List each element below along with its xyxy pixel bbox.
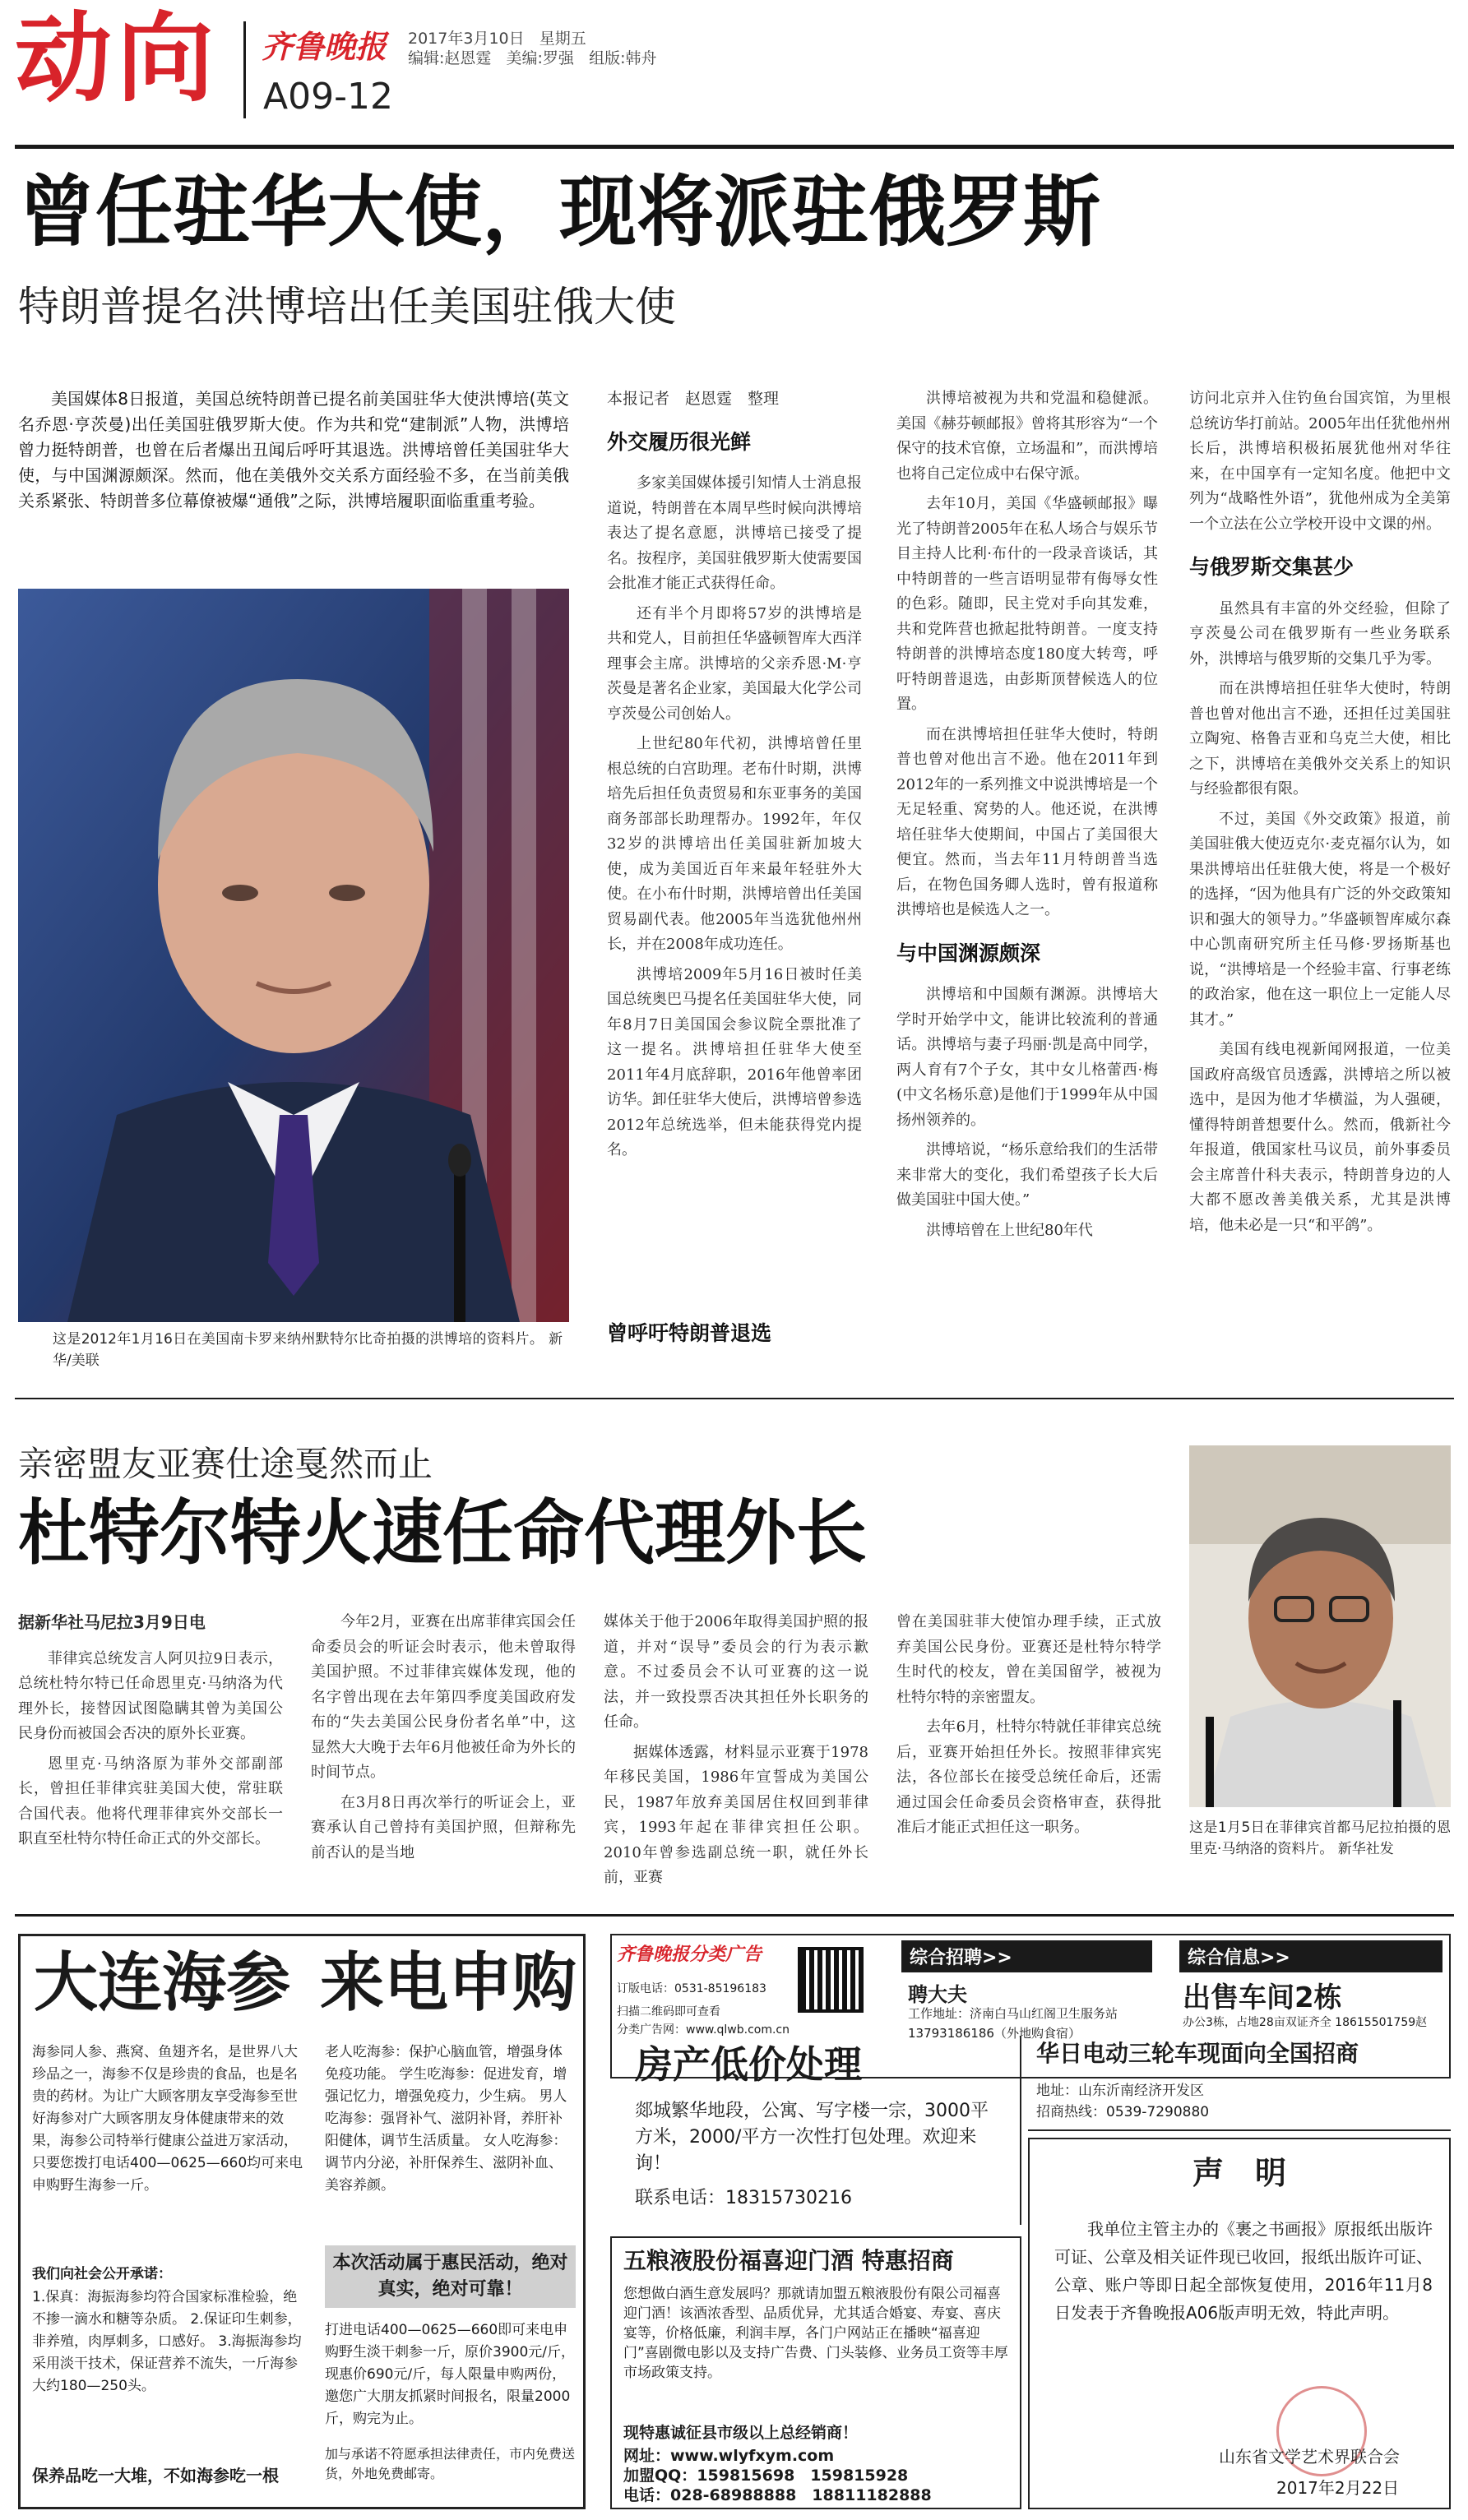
wine-ad [610, 2236, 1021, 2509]
haishen-ad-footer2: 加与承诺不符愿承担法律责任，市内免费送货，外地免费邮寄。 [325, 2446, 576, 2481]
ads-divider [15, 1914, 1454, 1917]
section-title: 动向 [15, 2, 220, 115]
body-paragraph: 上世纪80年代初，洪博培曾任里根总统的白宫助理。老布什时期，洪博培先后担任负责贸易和东亚事务的美国商务部部长助理帮办。1992年，年仅32岁的洪博培出任美国驻新加坡大使，成为美国近百年来最年轻驻外大使。在小布什时期，洪博培曾出任美国贸易副代表。他2005年当选犹他州州长，并在2008年成功连任。 [607, 735, 862, 953]
body-paragraph: 曾在美国驻菲大使馆办理手续，正式放弃美国公民身份。亚赛还是杜特尔特学生时代的校友，曾在美国留学，被视为杜特尔特的亲密盟友。 [896, 1613, 1161, 1706]
wine-ad-title: 五粮液股份福喜迎门酒 特惠招商 [623, 2247, 954, 2274]
header-rule [15, 145, 1454, 149]
haishen-ad-title-left: 大连海参 [34, 1945, 291, 2020]
story2-dateline: 据新华社马尼拉3月9日电 [18, 1612, 206, 1632]
body-paragraph: 而在洪博培担任驻华大使时，特朗普也曾对他出言不逊。他在2011年到2012年的一系列推文中说洪博培是一个无足轻重、窝势的人。他还说，在洪博培任驻华大使期间，中国占了美国很大便宜。然而，当去年11月特朗普当选后，在物色国务卿人选时，曾有报道称洪博培也是候选人之一。 [896, 725, 1158, 918]
notice-text: 我单位主管主办的《裹之书画报》原报纸出版许可证、公章及相关证件现已收回，报纸出版许可证、公章、账户等即日起全部恢复使用，2016年11月8日发表于齐鲁晚报A06版声明无效，特此声明。 [1054, 2219, 1433, 2323]
classified-website: 分类广告网：www.qlwb.com.cn [617, 2023, 790, 2037]
haishen-ad-benefits: 老人吃海参：保护心脑血管，增强身体免疫功能。 学生吃海参：促进发育，增强记忆力，增强免疫力，少生病。 男人吃海参：强肾补气、滋阴补肾，养肝补阳健体，调节生活质量。 女人吃海参：调节内分泌，补肝保养生、滋阴补血、美容养颜。 [325, 2044, 567, 2194]
recruit-name: 聘大夫 [908, 1983, 967, 2006]
page-code: A09-12 [263, 76, 393, 118]
lead-paragraph: 美国媒体8日报道，美国总统特朗普已提名前美国驻华大使洪博培(英文名乔恩·亨茨曼)出任美国驻俄罗斯大使。作为共和党“建制派”人物，洪博培曾力挺特朗普，也曾在后者爆出丑闻后呼吁其退选。洪博培曾任美国驻华大使，与中国渊源颇深。然而，他在美俄外交关系方面经验不多，在当前美俄关系紧张、特朗普多位幕僚被爆“通俄”之际，洪博培履职面临重重考验。 [18, 389, 569, 511]
date-text: 2017年3月10日 [408, 30, 525, 48]
body-paragraph: 恩里克·马纳洛原为菲外交部副部长，曾担任菲律宾驻美国大使，常驻联合国代表。他将代理菲律宾外交部长一职直至杜特尔特任命正式的外交部长。 [18, 1755, 283, 1847]
body-paragraph: 洪博培被视为共和党温和稳健派。美国《赫芬顿邮报》曾将其形容为“一个保守的技术官僚，立场温和”，而洪博培也将自己定位成中右保守派。 [896, 390, 1158, 483]
editor-credit: 编辑:赵恩霆 [408, 49, 492, 67]
story2-headline: 杜特尔特火速任命代理外长 [18, 1492, 867, 1574]
story2-column-4 [896, 1610, 1161, 1898]
classified-phone: 订版电话：0531-85196183 [617, 1982, 766, 1995]
haishen-ad-intro: 海参同人参、燕窝、鱼翅齐名，是世界八大珍品之一，海参不仅是珍贵的食品，也是名贵的药材。为让广大顾客朋友享受海参至世好海参对广大顾客朋友身体健康带来的效果，海参公司特举行健康公益进万家活动，只要您拨打电话400—0625—660均可来电申购野生海参一斤。 [32, 2044, 303, 2194]
story1-lead [18, 386, 569, 514]
haishen-ad-footer: 保养品吃一大堆，不如海参吃一根 [32, 2466, 279, 2485]
wine-ad-text: 您想做白酒生意发展吗？那就请加盟五粮液股份有限公司福喜迎门酒！该酒浓香型、品质优异，尤其适合婚宴、寿宴、喜庆宴等，价格低廉，利润丰厚，各门户网站正在播映“福喜迎门”喜剧微电影以及支持广告费、门头装修、业务员工资等丰厚市场政策支持。 [623, 2286, 1008, 2381]
haishen-ad-promises: 1.保真：海振海参均符合国家标准检验，绝不掺一滴水和糖等杂质。 2.保证印生刺参，非养殖，肉厚刺多，口感好。 3.海振海参均采用淡干技术，保证营养不流失，一斤海参大约180—250头。 [32, 2289, 302, 2394]
sale-title: 出售车间2栋 [1183, 1981, 1342, 2014]
body-paragraph: 今年2月，亚赛在出席菲律宾国会任命委员会的听证会时表示，他未曾取得美国护照。不过菲律宾媒体发现，他的名字曾出现在去年第四季度美国政府发布的“失去美国公民身份者名单”中，这显然大大晚于去年6月他被任命为外长的时间节点。 [311, 1613, 576, 1781]
house-ad-phone: 联系电话：18315730216 [635, 2188, 852, 2208]
story1-subhead: 特朗普提名洪博培出任美国驻俄大使 [18, 283, 676, 331]
body-paragraph: 洪博培2009年5月16日被时任美国总统奥巴马提名任美国驻华大使，同年8月7日美国国会参议院全票批准了这一提名。洪博培担任驻华大使至2011年4月底辞职，2016年他曾率团访华。卸任驻华大使后，洪博培曾参选2012年总统选举，但未能获得党内提名。 [607, 965, 862, 1158]
weekday-text: 星期五 [539, 30, 586, 48]
haishen-ad-slogan: 本次活动属于惠民活动，绝对真实，绝对可靠！ [325, 2245, 576, 2308]
tricycle-ad [1028, 2036, 1451, 2131]
classified-qr-caption: 扫描二维码即可查看 [617, 2005, 720, 2018]
notice-ad [1028, 2138, 1451, 2509]
story1-column-4 [1189, 386, 1451, 1373]
story1-subheading-1: 外交履历很光鲜 [607, 429, 752, 454]
qr-code-icon [798, 1947, 864, 2013]
body-paragraph: 去年10月，美国《华盛顿邮报》曝光了特朗普2005年在私人场合与娱乐节目主持人比利·布什的一段录音谈话，其中特朗普的一些言语明显带有侮辱女性的色彩。随即，民主党对手向其发难，共和党阵营也掀起批特朗普。一度支持特朗普的洪博培态度180度大转弯，呼吁特朗普退选，由彭斯顶替候选人的位置。 [896, 495, 1158, 713]
house-ad-text: 郯城繁华地段，公寓、写字楼一宗，3000平方米，2000/平方一次性打包处理。欢迎来询！ [635, 2101, 989, 2174]
story2-kicker: 亲密盟友亚赛仕途戛然而止 [18, 1444, 433, 1484]
artist-credit: 美编:罗强 [506, 49, 574, 67]
house-ad-title: 房产低价处理 [635, 2042, 862, 2087]
notice-date: 2017年2月22日 [1276, 2478, 1400, 2498]
story2-column-3 [604, 1610, 868, 1898]
story-divider [15, 1398, 1454, 1399]
tricycle-ad-title: 华日电动三轮车现面向全国招商 [1036, 2040, 1359, 2067]
tricycle-ad-hotline: 招商热线：0539-7290880 [1036, 2104, 1210, 2120]
recruit-address: 工作地址：济南白马山红阁卫生服务站 [908, 2006, 1118, 2021]
staff-credits [408, 46, 656, 68]
manalo-photo-caption: 这是1月5日在菲律宾首都马尼拉拍摄的恩里克·马纳洛的资料片。 新华社发 [1189, 1819, 1451, 1857]
masthead-divider [243, 21, 246, 118]
body-paragraph: 不过，美国《外交政策》报道，前美国驻俄大使迈克尔·麦克福尔认为，如果洪博培出任驻俄大使，将是一个极好的选择，“因为他具有广泛的外交政策知识和强大的领导力。”华盛顿智库威尔森中心凯南研究所主任马修·罗扬斯基也说，“洪博培是一个经验丰富、行事老练的政治家，他在这一职位上一定能人尽其才。” [1189, 810, 1451, 1029]
body-paragraph: 而在洪博培担任驻华大使时，特朗普也曾对他出言不逊，还担任过美国驻立陶宛、格鲁吉亚和乌克兰大使，相比之下，洪博培在美俄外交关系上的知识与经验都很有限。 [1189, 680, 1451, 798]
body-paragraph: 还有半个月即将57岁的洪博培是共和党人，目前担任华盛顿智库大西洋理事会主席。洪博培的父亲乔恩·M·亨茨曼是著名企业家，美国最大化学公司亨茨曼公司创始人。 [607, 604, 862, 723]
story1-headline: 曾任驻华大使，现将派驻俄罗斯 [18, 168, 1101, 257]
house-ad [610, 2036, 1021, 2225]
body-paragraph: 媒体关于他于2006年取得美国护照的报道，并对“误导”委员会的行为表示歉意。不过委员会不认可亚赛的这一说法，并一致投票否决其担任外长职务的任命。 [604, 1613, 868, 1731]
body-paragraph: 虽然具有丰富的外交经验，但除了亨茨曼公司在俄罗斯有一些业务联系外，洪博培与俄罗斯的交集几乎为零。 [1189, 599, 1451, 668]
story1-byline: 本报记者 赵恩霆 整理 [607, 390, 780, 408]
huntsman-portrait-image [18, 589, 569, 1322]
classified-zonghe-tag: 综合信息>> [1179, 1940, 1443, 1972]
haishen-ad-promise-title: 我们向社会公开承诺： [32, 2266, 172, 2282]
wine-ad-qq: 加盟QQ：159815698 159815928 [623, 2467, 909, 2485]
classified-zhaopin-tag: 综合招聘>> [901, 1940, 1152, 1972]
paper-name-logo: 齐鲁晚报 [262, 28, 387, 65]
story1-column-2 [607, 386, 862, 1361]
haishen-ad [18, 1934, 586, 2509]
huntsman-photo [18, 589, 569, 1322]
body-paragraph: 洪博培说，“杨乐意给我们的生活带来非常大的变化，我们希望孩子长大后做美国驻中国大使。” [896, 1141, 1158, 1209]
body-paragraph: 洪博培和中国颇有渊源。洪博培大学时开始学中文，能讲比较流利的普通话。洪博培与妻子玛丽·凯是高中同学，两人育有7个子女，其中女儿格蕾西·梅(中文名杨乐意)是他们于1999年从中国扬州领养的。 [896, 986, 1158, 1129]
story2-column-2 [311, 1610, 576, 1898]
recruit-phone: 13793186186（外地购食宿） [908, 2026, 1081, 2041]
manalo-portrait-image [1189, 1445, 1451, 1807]
issue-date [408, 26, 586, 49]
body-paragraph: 美国有线电视新闻网报道，一位美国政府高级官员透露，洪博培之所以被选中，是因为他才华横溢，为人强硬，懂得特朗普想要什么。然而，俄新社今年报道，俄国家杜马议员，前外事委员会主席普什科夫表示，特朗普身边的人大都不愿改善美俄关系，尤其是洪博培，他未必是一只“和平鸽”。 [1189, 1041, 1451, 1234]
tricycle-ad-address: 地址：山东沂南经济开发区 [1036, 2083, 1204, 2099]
body-paragraph: 去年6月，杜特尔特就任菲律宾总统后，亚赛开始担任外长。按照菲律宾宪法，各位部长在接受总统任命后，还需通过国会任命委员会资格审查，获得批准后才能正式担任这一职务。 [896, 1718, 1161, 1836]
story1-column-3 [896, 386, 1158, 1373]
wine-ad-website: 网址：www.wlyfxym.com [623, 2447, 835, 2465]
story2-column-1 [18, 1610, 283, 1898]
story1-subheading-3: 与俄罗斯交集甚少 [1189, 555, 1355, 579]
story1-subheading-col2-end: 曾呼吁特朗普退选 [607, 1321, 772, 1345]
body-paragraph: 菲律宾总统发言人阿贝拉9日表示，总统杜特尔特已任命恩里克·马纳洛为代理外长，接替因试图隐瞒其曾为美国公民身份而被国会否决的原外长亚赛。 [18, 1649, 283, 1742]
story1-subheading-2: 与中国渊源颇深 [896, 941, 1041, 965]
notice-title: 声 明 [1192, 2155, 1286, 2191]
body-paragraph: 据媒体透露，材料显示亚赛于1978年移民美国，1986年宣誓成为美国公民，1987年放弃美国居住权回到菲律宾，1993年起在菲律宾担任公职。2010年曾参选副总统一职，就任外长前，亚赛 [604, 1743, 868, 1886]
manalo-photo [1189, 1445, 1451, 1807]
layout-credit: 组版:韩舟 [589, 49, 657, 67]
wine-ad-call: 现特惠诚征县市级以上总经销商！ [623, 2424, 859, 2442]
classified-brand: 齐鲁晚报分类广告 [617, 1944, 762, 1965]
body-paragraph: 多家美国媒体援引知情人士消息报道说，特朗普在本周早些时候向洪博培表达了提名意愿，洪博培已接受了提名。按程序，美国驻俄罗斯大使需要国会批准才能正式获得任命。 [607, 474, 862, 592]
sale-subtitle: 办公3栋，占地28亩双证齐全 18615501759赵 [1183, 2016, 1428, 2029]
wine-ad-phone: 电话：028-68988888 18811182888 [623, 2486, 932, 2504]
notice-org: 山东省文学艺术界联合会 [1219, 2447, 1400, 2467]
body-paragraph: 洪博培曾在上世纪80年代 [926, 1221, 1093, 1239]
huntsman-photo-caption: 这是2012年1月16日在美国南卡罗来纳州默特尔比奇拍摄的洪博培的资料片。 新华/美联 [53, 1331, 563, 1369]
body-paragraph: 访问北京并入住钓鱼台国宾馆，为里根总统访华打前站。2005年出任犹他州州长后，洪博培积极拓展犹他州对华往来，在中国享有一定知名度。他把中文列为“战略性外语”，犹他州成为全美第一个立法在公立学校开设中文课的州。 [1189, 390, 1451, 533]
body-paragraph: 在3月8日再次举行的听证会上，亚赛承认自己曾持有美国护照，但辩称先前否认的是当地 [311, 1793, 576, 1861]
haishen-ad-detail: 打进电话400—0625—660即可来电申购野生淡干刺参一斤，原价3900元/斤，现惠价690元/斤，每人限量申购两份，邀您广大朋友抓紧时间报名，限量2000斤，购完为止。 [325, 2322, 575, 2427]
haishen-ad-title-right: 来电申购 [320, 1945, 577, 2020]
